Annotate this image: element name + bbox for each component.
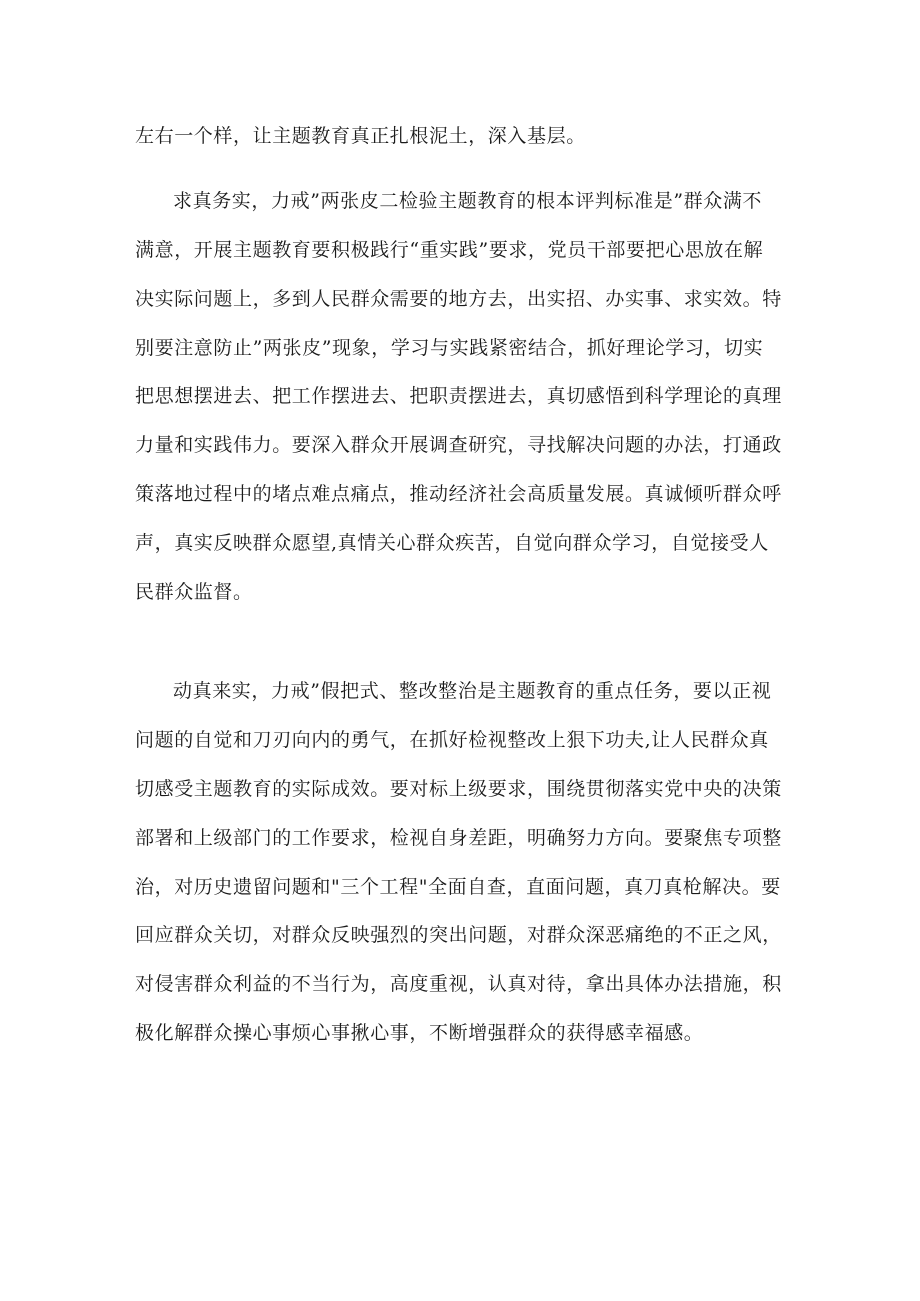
paragraph-3-line-1: 动真来实，力戒”假把式、整改整治是主题教育的重点任务，要以正视	[173, 680, 772, 702]
paragraph-3-line-3: 切感受主题教育的实际成效。要对标上级要求，围绕贯彻落实党中央的决策	[135, 778, 782, 800]
paragraph-2-line-2: 满意，开展主题教育要积极践行“重实践”要求，党员干部要把心思放在解	[135, 239, 764, 261]
paragraph-2-line-6: 力量和实践伟力。要深入群众开展调查研究，寻找解决问题的办法，打通政	[135, 434, 782, 456]
paragraph-2-line-8: 声，真实反映群众愿望,真情关心群众疾苦，自觉向群众学习，自觉接受人	[135, 532, 769, 554]
paragraph-3-line-8: 极化解群众操心事烦心事揪心事，不断增强群众的获得感幸福感。	[135, 1022, 704, 1044]
paragraph-3-line-7: 对侵害群众利益的不当行为，高度重视，认真对待，拿出具体办法措施，积	[135, 973, 782, 995]
paragraph-2-line-1: 求真务实，力戒”两张皮二检验主题教育的根本评判标准是”群众满不	[173, 190, 763, 212]
paragraph-2-line-7: 策落地过程中的堵点难点痛点，推动经济社会高质量发展。真诚倾听群众呼	[135, 483, 782, 505]
paragraph-2-line-5: 把思想摆进去、把工作摆进去、把职责摆进去，真切感悟到科学理论的真理	[135, 385, 782, 407]
paragraph-2-line-9: 民群众监督。	[135, 581, 253, 603]
paragraph-2-line-4: 别要注意防止”两张皮”现象，学习与实践紧密结合，抓好理论学习，切实	[135, 337, 764, 359]
paragraph-1-line-1: 左右一个样，让主题教育真正扎根泥土，深入基层。	[135, 125, 586, 147]
paragraph-3-line-5: 治，对历史遗留问题和"三个工程"全面自查，直面问题，真刀真枪解决。要	[135, 876, 781, 898]
paragraph-3-line-2: 问题的自觉和刀刃向内的勇气，在抓好检视整改上狠下功夫,让人民群众真	[135, 729, 769, 751]
paragraph-3-line-4: 部署和上级部门的工作要求，检视自身差距，明确努力方向。要聚焦专项整	[135, 827, 782, 849]
paragraph-3-line-6: 回应群众关切，对群众反映强烈的突出问题，对群众深恶痛绝的不正之风，	[135, 924, 782, 946]
paragraph-2-line-3: 决实际问题上，多到人民群众需要的地方去，出实招、办实事、求实效。特	[135, 288, 782, 310]
